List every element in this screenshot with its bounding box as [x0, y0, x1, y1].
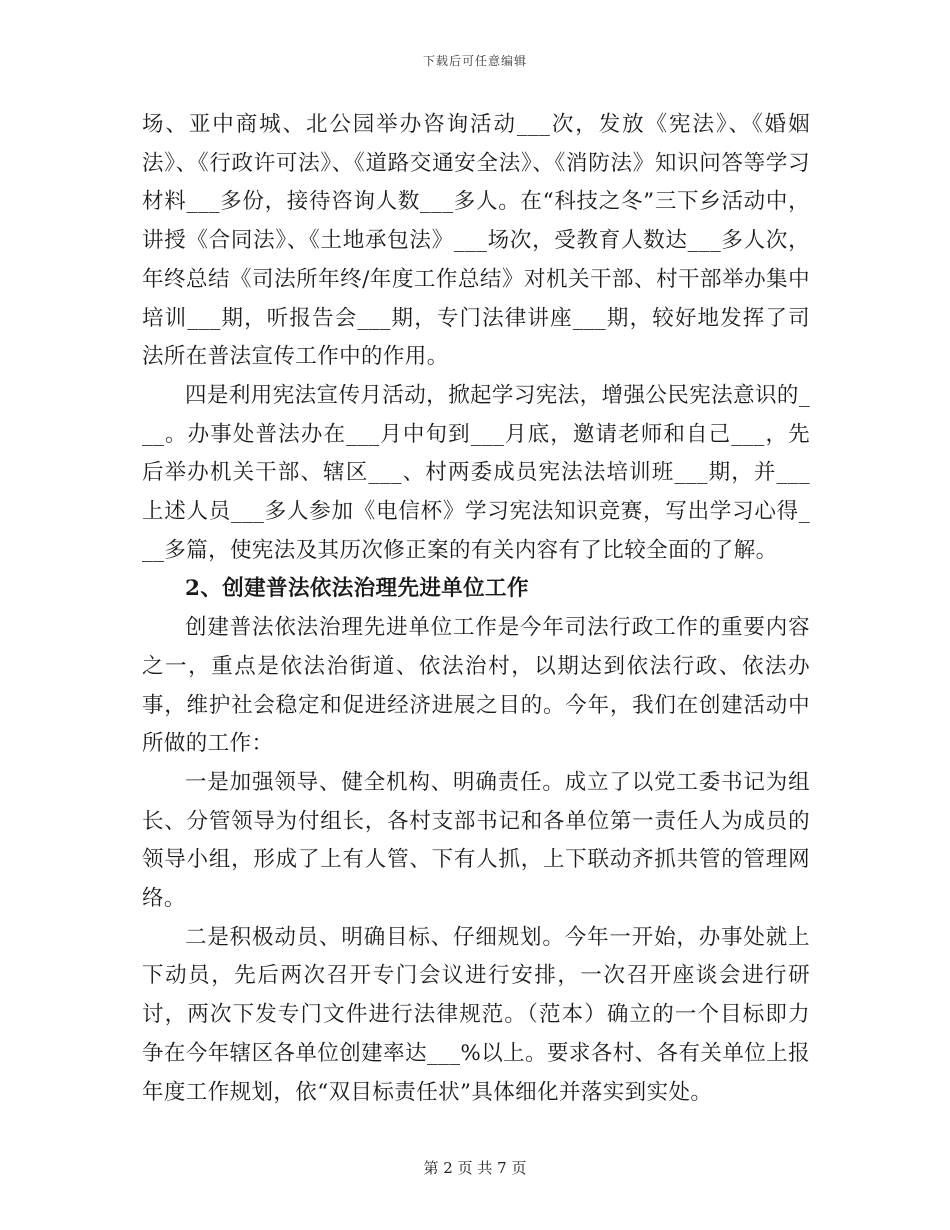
- paragraph-continuation: 场、亚中商城、北公园举办咨询活动___次，发放《宪法》、《婚姻法》、《行政许可法》、《道路交通安全法》、《消防法》知识问答等学习材料___多份，接待咨询人数___多人。在“科技之冬”三下乡活动中，讲授《合同法》、《土地承包法》___场次，受教育人数达___多人次，年终总结《司法所年终/年度工作总结》对机关干部、村干部举办集中培训___期，听报告会___期，专门法律讲座___期，较好地发挥了司法所在普法宣传工作中的作用。: [142, 112, 810, 370]
- paragraph-constitution-month: 四是利用宪法宣传月活动，掀起学习宪法，增强公民宪法意识的___。办事处普法办在___月中旬到___月底，邀请老师和自己___，先后举办机关干部、辖区___、村两委成员宪法法培训班___期，并___上述人员___多人参加《电信杯》学习宪法知识竞赛，写出学习心得___多篇，使宪法及其历次修正案的有关内容有了比较全面的了解。: [142, 382, 810, 563]
- document-body: [142, 106, 810, 1112]
- paragraph-section-intro: 创建普法依法治理先进单位工作是今年司法行政工作的重要内容之一，重点是依法治街道、依法治村，以期达到依法行政、依法办事，维护社会稳定和促进经济进展之目的。今年，我们在创建活动中所做的工作：: [142, 615, 810, 757]
- paragraph-planning: 二是积极动员、明确目标、仔细规划。今年一开始，办事处就上下动员，先后两次召开专门会议进行安排，一次召开座谈会进行研讨，两次下发专门文件进行法律规范。（范本）确立的一个目标即力争在今年辖区各单位创建率达___%以上。要求各村、各有关单位上报年度工作规划，依“双目标责任状”具体细化并落实到实处。: [142, 924, 810, 1105]
- section-heading: 2、创建普法依法治理先进单位工作: [185, 576, 529, 602]
- page-header: 下载后可任意编辑: [422, 54, 527, 68]
- paragraph-leadership: 一是加强领导、健全机构、明确责任。成立了以党工委书记为组长、分管领导为付组长，各村支部书记和各单位第一责任人为成员的领导小组，形成了上有人管、下有人抓，上下联动齐抓共管的管理网络。: [142, 769, 810, 912]
- page-number: 第 2 页 共 7 页: [423, 1159, 527, 1177]
